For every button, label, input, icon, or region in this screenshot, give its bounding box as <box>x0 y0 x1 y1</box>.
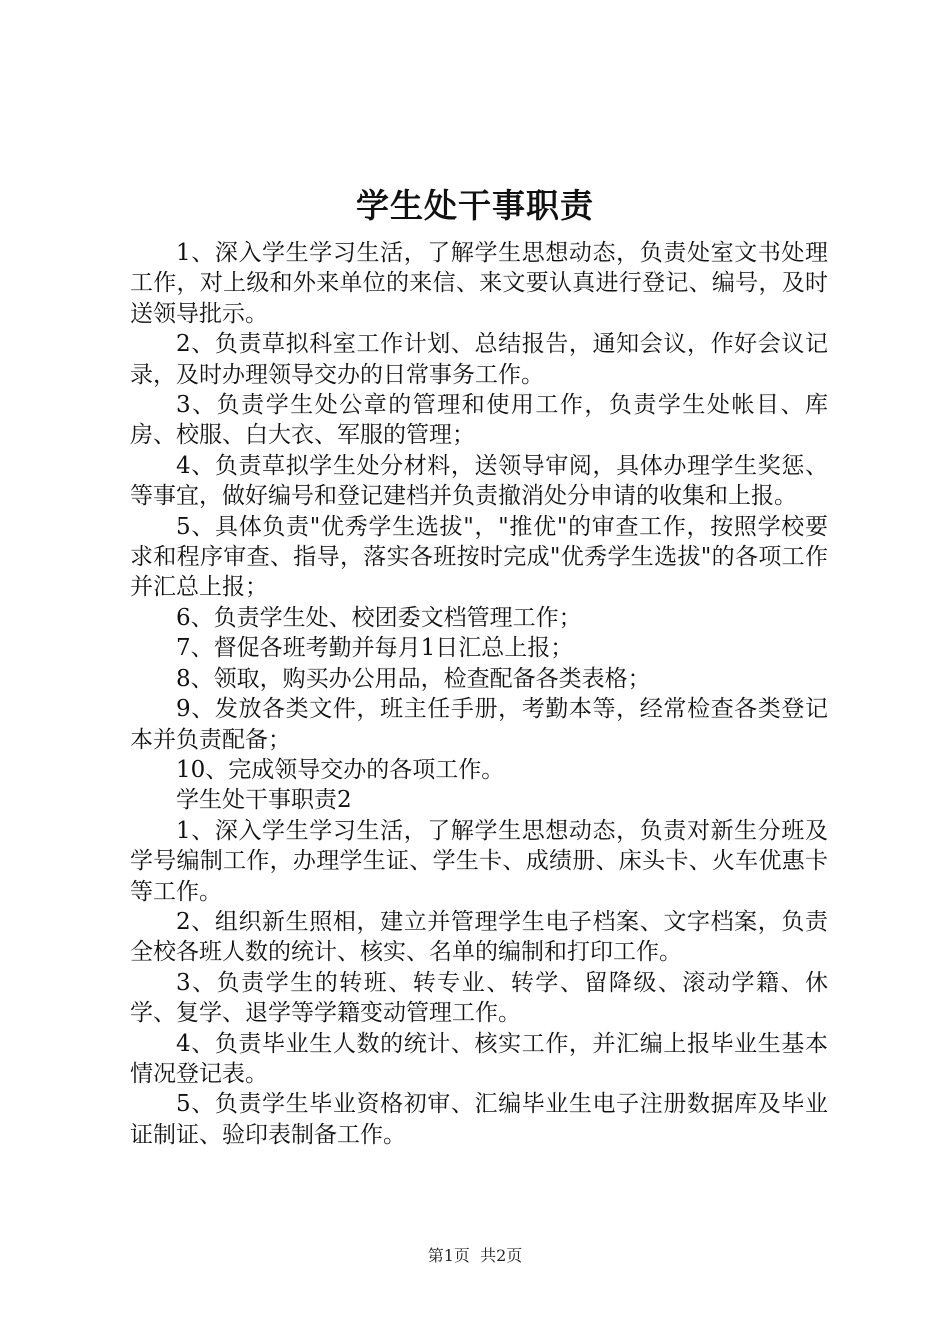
paragraph: 9、发放各类文件，班主任手册，考勤本等，经常检查各类登记本并负责配备； <box>130 696 828 753</box>
paragraph: 8、领取，购买办公用品，检查配备各类表格； <box>176 665 651 692</box>
section-heading: 学生处干事职责2 <box>176 787 352 814</box>
page-number: 第1页 <box>427 1246 470 1265</box>
paragraph: 1、深入学生学习生活，了解学生思想动态，负责处室文书处理工作，对上级和外来单位的来信、来文要认真进行登记、编号，及时送领导批示。 <box>130 240 828 327</box>
paragraph: 3、负责学生的转班、转专业、转学、留降级、滚动学籍、休学、复学、退学等学籍变动管理工作。 <box>130 969 828 1027</box>
document-body <box>130 238 828 1150</box>
paragraph: 4、负责毕业生人数的统计、核实工作，并汇编上报毕业生基本情况登记表。 <box>130 1030 828 1087</box>
paragraph: 5、负责学生毕业资格初审、汇编毕业生电子注册数据库及毕业证制证、验印表制备工作。 <box>130 1091 828 1148</box>
paragraph: 2、负责草拟科室工作计划、总结报告，通知会议，作好会议记录，及时办理领导交办的日常事务工作。 <box>130 331 828 388</box>
paragraph: 10、完成领导交办的各项工作。 <box>176 756 505 783</box>
document-title: 学生处干事职责 <box>356 186 594 225</box>
paragraph: 4、负责草拟学生处分材料，送领导审阅，具体办理学生奖惩、等事宜，做好编号和登记建档并负责撤消处分申请的收集和上报。 <box>130 452 828 510</box>
paragraph: 5、具体负责"优秀学生选拔"，"推优"的审查工作，按照学校要求和程序审查、指导，落实各班按时完成"优秀学生选拔"的各项工作并汇总上报； <box>130 513 828 601</box>
page-footer <box>0 1246 950 1266</box>
paragraph: 1、深入学生学习生活，了解学生思想动态，负责对新生分班及学号编制工作，办理学生证、学生卡、成绩册、床头卡、火车优惠卡等工作。 <box>130 817 828 905</box>
page-total: 共2页 <box>480 1246 523 1265</box>
paragraph: 3、负责学生处公章的管理和使用工作，负责学生处帐目、库房、校服、白大衣、军服的管理； <box>130 392 828 449</box>
footer-separator <box>470 1246 480 1265</box>
paragraph: 2、组织新生照相，建立并管理学生电子档案、文字档案，负责全校各班人数的统计、核实、名单的编制和打印工作。 <box>130 908 828 966</box>
paragraph: 6、负责学生处、校团委文档管理工作； <box>176 604 582 631</box>
paragraph: 7、督促各班考勤并每月1日汇总上报； <box>176 635 574 662</box>
